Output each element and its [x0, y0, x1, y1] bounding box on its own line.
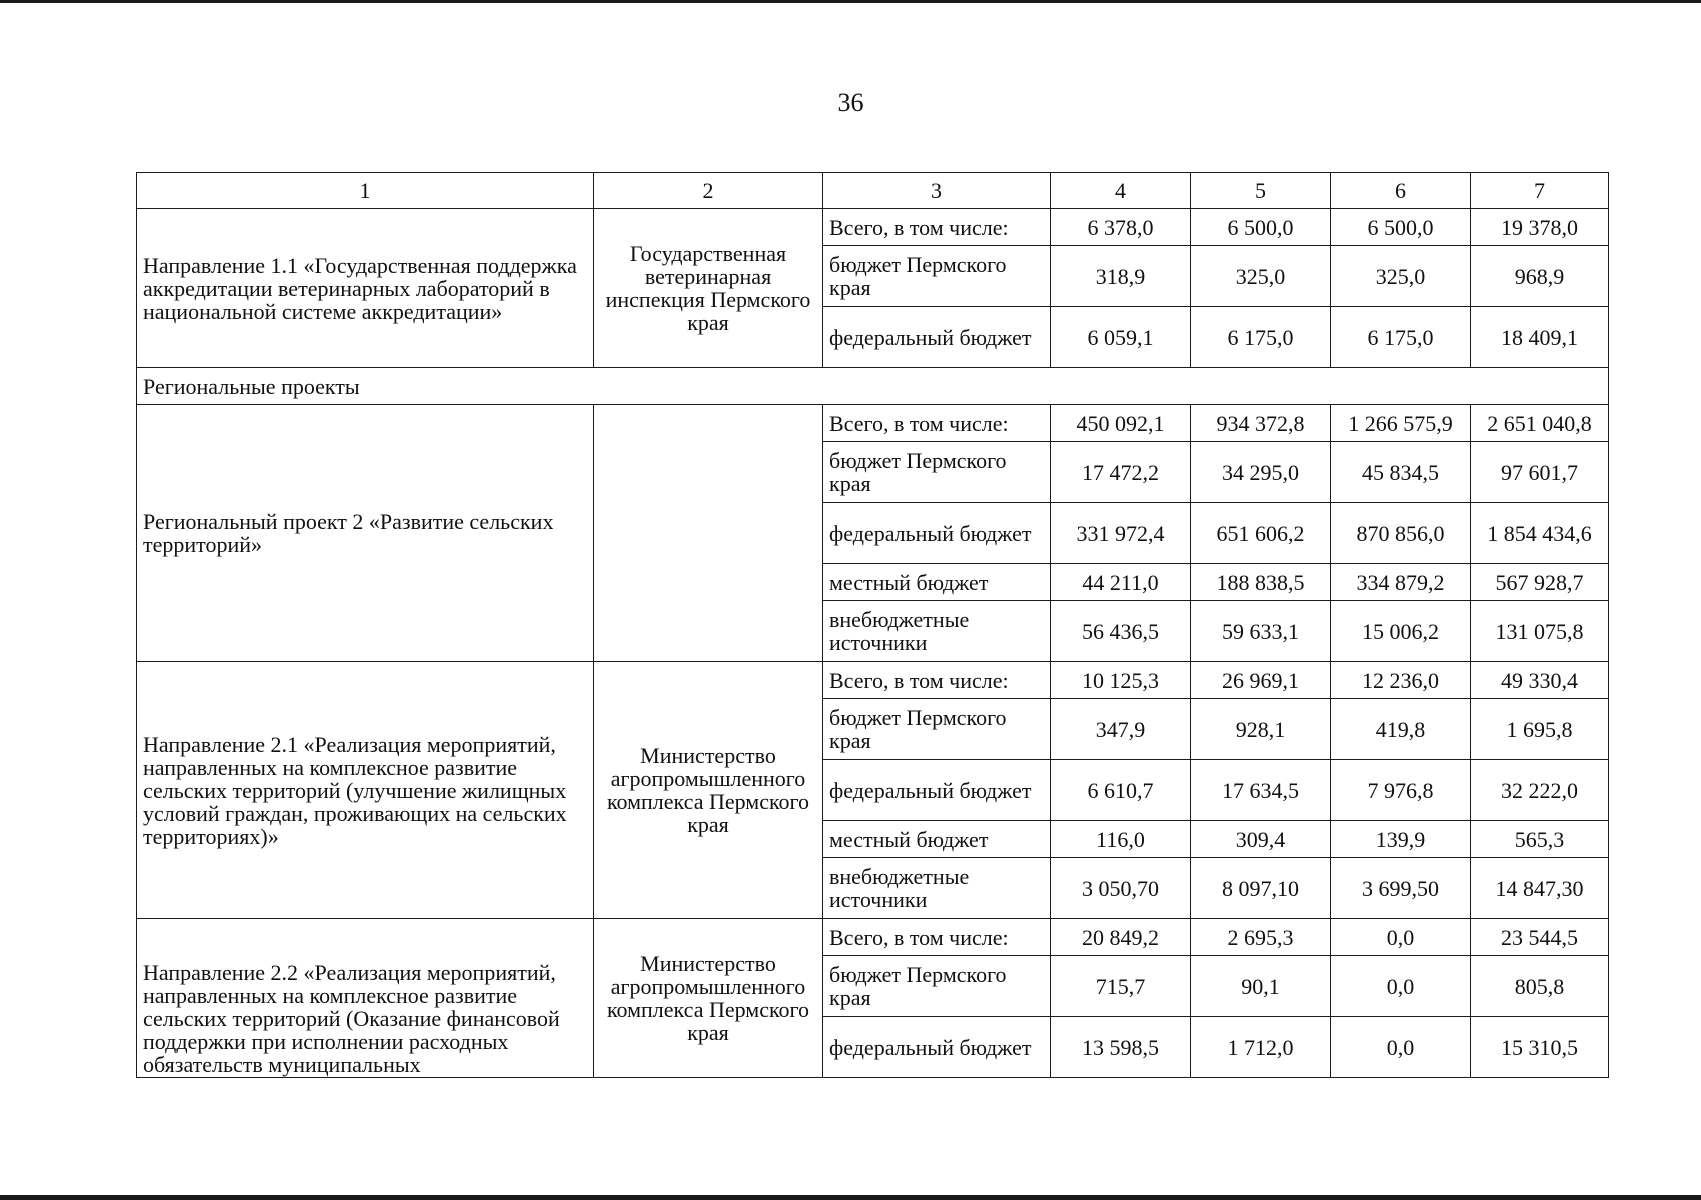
- value-cell: 928,1: [1191, 699, 1331, 760]
- value-cell: 12 236,0: [1331, 662, 1471, 699]
- executor-cell: [594, 405, 823, 662]
- funding-source-cell: местный бюджет: [823, 821, 1051, 858]
- table-row: [137, 209, 1609, 246]
- funding-source-cell: федеральный бюджет: [823, 307, 1051, 368]
- executor-cell: Министерство агропромышленного комплекса Пермского края: [594, 662, 823, 919]
- value-cell: 188 838,5: [1191, 564, 1331, 601]
- value-cell: 2 695,3: [1191, 919, 1331, 956]
- section-row: [137, 368, 1609, 405]
- value-cell: 8 097,10: [1191, 858, 1331, 919]
- value-cell: 6 610,7: [1051, 760, 1191, 821]
- value-cell: 870 856,0: [1331, 503, 1471, 564]
- budget-table: [136, 172, 1609, 1078]
- value-cell: 567 928,7: [1471, 564, 1609, 601]
- value-cell: 6 500,0: [1331, 209, 1471, 246]
- table-row: [137, 662, 1609, 699]
- funding-source-cell: Всего, в том числе:: [823, 405, 1051, 442]
- value-cell: 968,9: [1471, 246, 1609, 307]
- value-cell: 1 854 434,6: [1471, 503, 1609, 564]
- funding-source-cell: бюджет Пермского края: [823, 246, 1051, 307]
- value-cell: 131 075,8: [1471, 601, 1609, 662]
- value-cell: 3 699,50: [1331, 858, 1471, 919]
- value-cell: 1 266 575,9: [1331, 405, 1471, 442]
- column-header: 6: [1331, 173, 1471, 209]
- value-cell: 59 633,1: [1191, 601, 1331, 662]
- value-cell: 805,8: [1471, 956, 1609, 1017]
- value-cell: 14 847,30: [1471, 858, 1609, 919]
- value-cell: 26 969,1: [1191, 662, 1331, 699]
- funding-source-cell: местный бюджет: [823, 564, 1051, 601]
- value-cell: 419,8: [1331, 699, 1471, 760]
- value-cell: 97 601,7: [1471, 442, 1609, 503]
- value-cell: 565,3: [1471, 821, 1609, 858]
- executor-cell: Министерство агропромышленного комплекса Пермского края: [594, 919, 823, 1078]
- funding-source-cell: федеральный бюджет: [823, 760, 1051, 821]
- value-cell: 331 972,4: [1051, 503, 1191, 564]
- funding-source-cell: бюджет Пермского края: [823, 956, 1051, 1017]
- value-cell: 651 606,2: [1191, 503, 1331, 564]
- value-cell: 49 330,4: [1471, 662, 1609, 699]
- table-header-row: [137, 173, 1609, 209]
- value-cell: 116,0: [1051, 821, 1191, 858]
- value-cell: 10 125,3: [1051, 662, 1191, 699]
- value-cell: 0,0: [1331, 1017, 1471, 1078]
- value-cell: 6 175,0: [1331, 307, 1471, 368]
- section-title: Региональные проекты: [137, 368, 1609, 405]
- value-cell: 6 175,0: [1191, 307, 1331, 368]
- value-cell: 90,1: [1191, 956, 1331, 1017]
- value-cell: 334 879,2: [1331, 564, 1471, 601]
- value-cell: 45 834,5: [1331, 442, 1471, 503]
- value-cell: 6 059,1: [1051, 307, 1191, 368]
- value-cell: 715,7: [1051, 956, 1191, 1017]
- value-cell: 0,0: [1331, 956, 1471, 1017]
- funding-source-cell: внебюджетные источники: [823, 858, 1051, 919]
- value-cell: 318,9: [1051, 246, 1191, 307]
- funding-source-cell: бюджет Пермского края: [823, 699, 1051, 760]
- funding-source-cell: бюджет Пермского края: [823, 442, 1051, 503]
- column-header: 1: [137, 173, 594, 209]
- column-header: 7: [1471, 173, 1609, 209]
- value-cell: 19 378,0: [1471, 209, 1609, 246]
- value-cell: 325,0: [1331, 246, 1471, 307]
- page-top-edge: [0, 0, 1701, 3]
- value-cell: 32 222,0: [1471, 760, 1609, 821]
- value-cell: 450 092,1: [1051, 405, 1191, 442]
- value-cell: 17 634,5: [1191, 760, 1331, 821]
- funding-source-cell: федеральный бюджет: [823, 1017, 1051, 1078]
- value-cell: 6 378,0: [1051, 209, 1191, 246]
- table-row: [137, 919, 1609, 956]
- value-cell: 1 712,0: [1191, 1017, 1331, 1078]
- value-cell: 934 372,8: [1191, 405, 1331, 442]
- program-name-cell: Направление 2.2 «Реализация мероприятий, направленных на комплексное развитие сельских территорий (Оказание финансовой поддержки при исполнении расходных обязательств муниципальных: [137, 919, 594, 1078]
- table-row: [137, 405, 1609, 442]
- funding-source-cell: Всего, в том числе:: [823, 919, 1051, 956]
- value-cell: 309,4: [1191, 821, 1331, 858]
- column-header: 4: [1051, 173, 1191, 209]
- executor-cell: Государственная ветеринарная инспекция Пермского края: [594, 209, 823, 368]
- value-cell: 23 544,5: [1471, 919, 1609, 956]
- program-name-cell: Региональный проект 2 «Развитие сельских территорий»: [137, 405, 594, 662]
- column-header: 2: [594, 173, 823, 209]
- value-cell: 44 211,0: [1051, 564, 1191, 601]
- value-cell: 6 500,0: [1191, 209, 1331, 246]
- value-cell: 1 695,8: [1471, 699, 1609, 760]
- column-header: 5: [1191, 173, 1331, 209]
- funding-source-cell: Всего, в том числе:: [823, 662, 1051, 699]
- funding-source-cell: федеральный бюджет: [823, 503, 1051, 564]
- value-cell: 56 436,5: [1051, 601, 1191, 662]
- value-cell: 0,0: [1331, 919, 1471, 956]
- value-cell: 139,9: [1331, 821, 1471, 858]
- page-number: 36: [837, 88, 864, 117]
- column-header: 3: [823, 173, 1051, 209]
- value-cell: 20 849,2: [1051, 919, 1191, 956]
- value-cell: 17 472,2: [1051, 442, 1191, 503]
- value-cell: 3 050,70: [1051, 858, 1191, 919]
- value-cell: 34 295,0: [1191, 442, 1331, 503]
- value-cell: 15 310,5: [1471, 1017, 1609, 1078]
- value-cell: 7 976,8: [1331, 760, 1471, 821]
- value-cell: 325,0: [1191, 246, 1331, 307]
- value-cell: 347,9: [1051, 699, 1191, 760]
- program-name-cell: Направление 1.1 «Государственная поддержка аккредитации ветеринарных лабораторий в национальной системе аккредитации»: [137, 209, 594, 368]
- funding-source-cell: Всего, в том числе:: [823, 209, 1051, 246]
- funding-source-cell: внебюджетные источники: [823, 601, 1051, 662]
- program-name-cell: Направление 2.1 «Реализация мероприятий, направленных на комплексное развитие сельских территорий (улучшение жилищных условий граждан, проживающих на сельских территориях)»: [137, 662, 594, 919]
- value-cell: 15 006,2: [1331, 601, 1471, 662]
- page-bottom-edge: [0, 1195, 1701, 1200]
- value-cell: 13 598,5: [1051, 1017, 1191, 1078]
- value-cell: 18 409,1: [1471, 307, 1609, 368]
- value-cell: 2 651 040,8: [1471, 405, 1609, 442]
